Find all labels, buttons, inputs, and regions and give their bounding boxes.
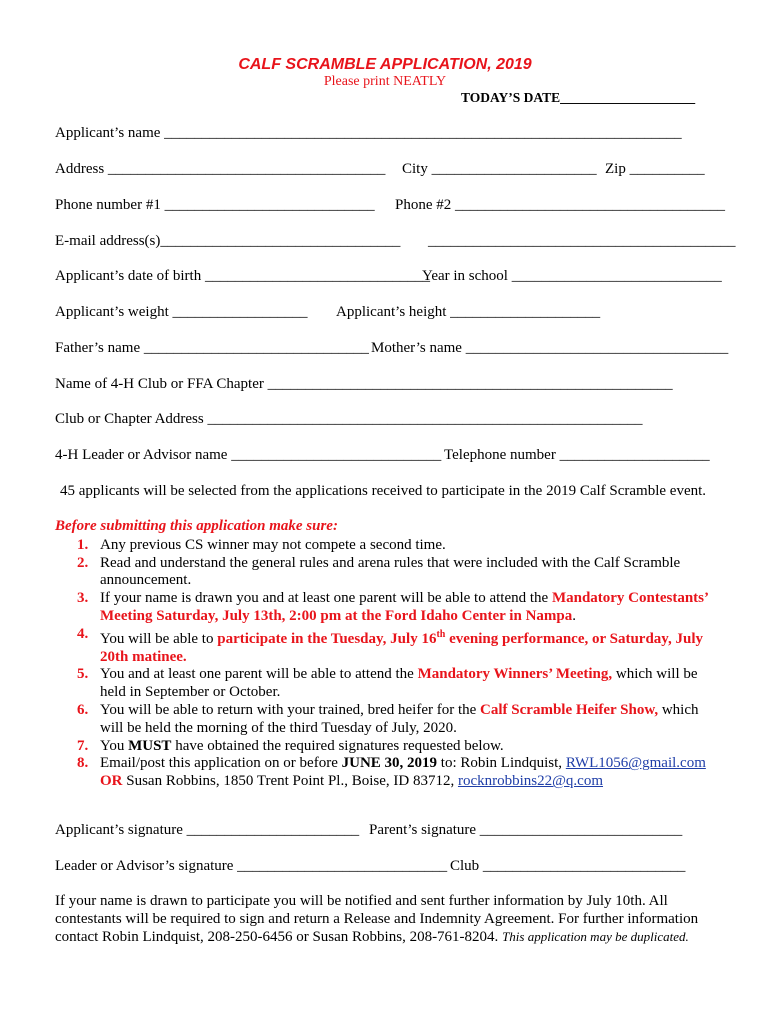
leader-name-field[interactable]: 4-H Leader or Advisor name ____________________________ (55, 447, 442, 463)
telephone-field[interactable]: Telephone number ____________________ (444, 447, 710, 463)
checklist-item: 6. You will be able to return with your trained, bred heifer for the Calf Scramble Heifer Show, which will be held the morning of the third Tuesday of July, 2020. (77, 701, 699, 736)
susan-email-link[interactable]: rocknrobbins22@q.com (457, 773, 604, 790)
checklist-item: 1. Any previous CS winner may not compete a second time. (77, 536, 446, 553)
zip-field[interactable]: Zip __________ (605, 161, 705, 177)
city-field[interactable]: City ______________________ (402, 161, 597, 177)
mother-name-field[interactable]: Mother’s name ___________________________________ (371, 340, 729, 356)
address-field[interactable]: Address _____________________________________ (55, 161, 386, 177)
parent-signature-field[interactable]: Parent’s signature ___________________________ (369, 822, 683, 838)
club-signature-field[interactable]: Club ___________________________ (450, 858, 686, 874)
checklist-item: 2. Read and understand the general rules and arena rules that were included with the Calf Scramble announcement. (77, 554, 681, 589)
year-in-school-field[interactable]: Year in school ____________________________ (422, 268, 722, 284)
duplication-note: This application may be duplicated. (502, 929, 689, 944)
checklist-item: 3. If your name is drawn you and at least one parent will be able to attend the Mandatory Contestants’ Meeting Saturday, July 13th, 2:00 pm at the Ford Idaho Center in Nampa. (77, 590, 708, 624)
todays-date-field[interactable]: TODAY’S DATE____________________ (461, 90, 696, 105)
checklist-item: 7. You MUST have obtained the required signatures requested below. (77, 737, 504, 754)
applicant-name-field[interactable]: Applicant’s name _____________________________________________________________________ (55, 125, 682, 141)
checklist-item: 4. You will be able to participate in the Tuesday, July 16th evening performance, or Saturday, July 20th matinee. (77, 625, 703, 665)
checklist-item: 5. You and at least one parent will be able to attend the Mandatory Winners’ Meeting, which will be held in September or October. (77, 666, 698, 701)
applicant-signature-field[interactable]: Applicant’s signature _______________________ (55, 822, 360, 838)
club-address-field[interactable]: Club or Chapter Address __________________________________________________________ (55, 411, 643, 427)
club-name-field[interactable]: Name of 4-H Club or FFA Chapter ______________________________________________________ (55, 376, 673, 392)
form-title: CALF SCRAMBLE APPLICATION, 2019 (238, 56, 532, 73)
checklist (55, 518, 725, 791)
robin-email-link[interactable]: RWL1056@gmail.com (565, 755, 706, 772)
checklist-item: 8. Email/post this application on or before JUNE 30, 2019 to: Robin Lindquist, RWL1056@gmail.com OR Susan Robbins, 1850 Trent Point Pl., Boise, ID 83712, rocknrobbins22@q.com (77, 755, 706, 790)
footer-note: If your name is drawn to participate you will be notified and sent further information by July 10th. All contestants will be required to sign and return a Release and Indemnity Agreement. For further information contact Robin Lindquist, 208-250-6456 or Susan Robbins, 208-761-8204. This application may be duplicated. (55, 893, 699, 945)
email-field-2[interactable]: _________________________________________ (428, 233, 736, 249)
phone-2-field[interactable]: Phone #2 ____________________________________ (395, 197, 725, 213)
phone-1-field[interactable]: Phone number #1 ____________________________ (55, 197, 375, 213)
date-of-birth-field[interactable]: Applicant’s date of birth ______________________________ (55, 268, 430, 284)
checklist-heading: Before submitting this application make sure: (55, 518, 338, 534)
form-subtitle: Please print NEATLY (323, 74, 447, 89)
height-field[interactable]: Applicant’s height ____________________ (336, 304, 601, 320)
leader-signature-field[interactable]: Leader or Advisor’s signature ____________________________ (55, 858, 448, 874)
email-field-1[interactable]: E-mail address(s)________________________________ (55, 233, 401, 249)
weight-field[interactable]: Applicant’s weight __________________ (55, 304, 308, 320)
selection-note: 45 applicants will be selected from the applications received to participate in the 2019 Calf Scramble event. (60, 483, 707, 499)
father-name-field[interactable]: Father’s name ______________________________ (55, 340, 369, 356)
